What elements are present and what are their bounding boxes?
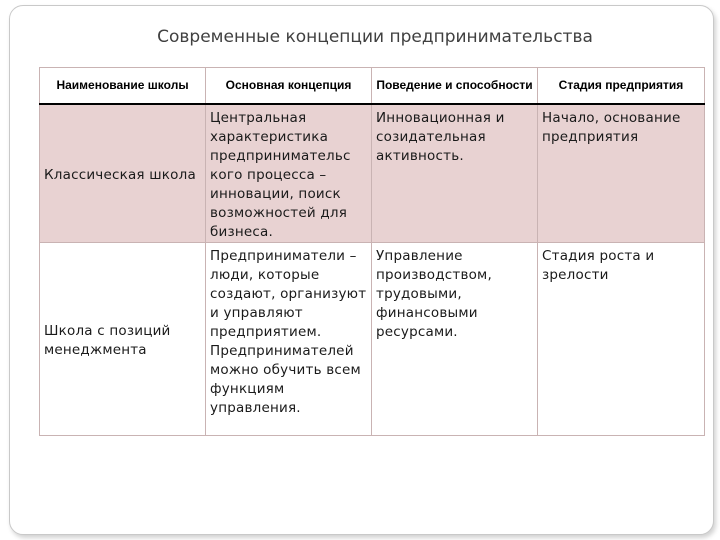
header-school-name: Наименование школы <box>40 68 206 105</box>
table-row <box>40 104 705 243</box>
concepts-table <box>39 67 705 436</box>
table-header-row <box>40 68 705 105</box>
cell-concept-text: Центральная характеристика предпринимательс кого процесса – инновации, поиск возможностей для бизнеса. <box>210 110 351 240</box>
header-enterprise-stage: Стадия предприятия <box>538 68 705 105</box>
cell-behavior <box>372 243 538 436</box>
cell-stage-text: Начало, основание предприятия <box>542 110 681 145</box>
cell-stage-text: Стадия роста и зрелости <box>542 248 655 283</box>
cell-concept <box>206 104 372 243</box>
header-main-concept: Основная концепция <box>206 68 372 105</box>
cell-school <box>40 104 206 243</box>
header-behavior-abilities: Поведение и способности <box>372 68 538 105</box>
cell-school-text: Школа с позиций менеджмента <box>44 323 171 358</box>
cell-behavior-text: Инновационная и созидательная активность. <box>376 110 505 164</box>
cell-stage <box>538 104 705 243</box>
cell-school <box>40 243 206 436</box>
cell-concept <box>206 243 372 436</box>
slide-title: Современные концепции предпринимательства <box>157 27 593 47</box>
cell-behavior <box>372 104 538 243</box>
table-row <box>40 243 705 436</box>
cell-school-text: Классическая школа <box>44 167 196 183</box>
cell-stage <box>538 243 705 436</box>
cell-concept-text: Предприниматели – люди, которые создают, организуют и управляют предприятием. Предпринимателей можно обучить всем функциям управления. <box>210 248 367 416</box>
cell-behavior-text: Управление производством, трудовыми, финансовыми ресурсами. <box>376 248 492 340</box>
